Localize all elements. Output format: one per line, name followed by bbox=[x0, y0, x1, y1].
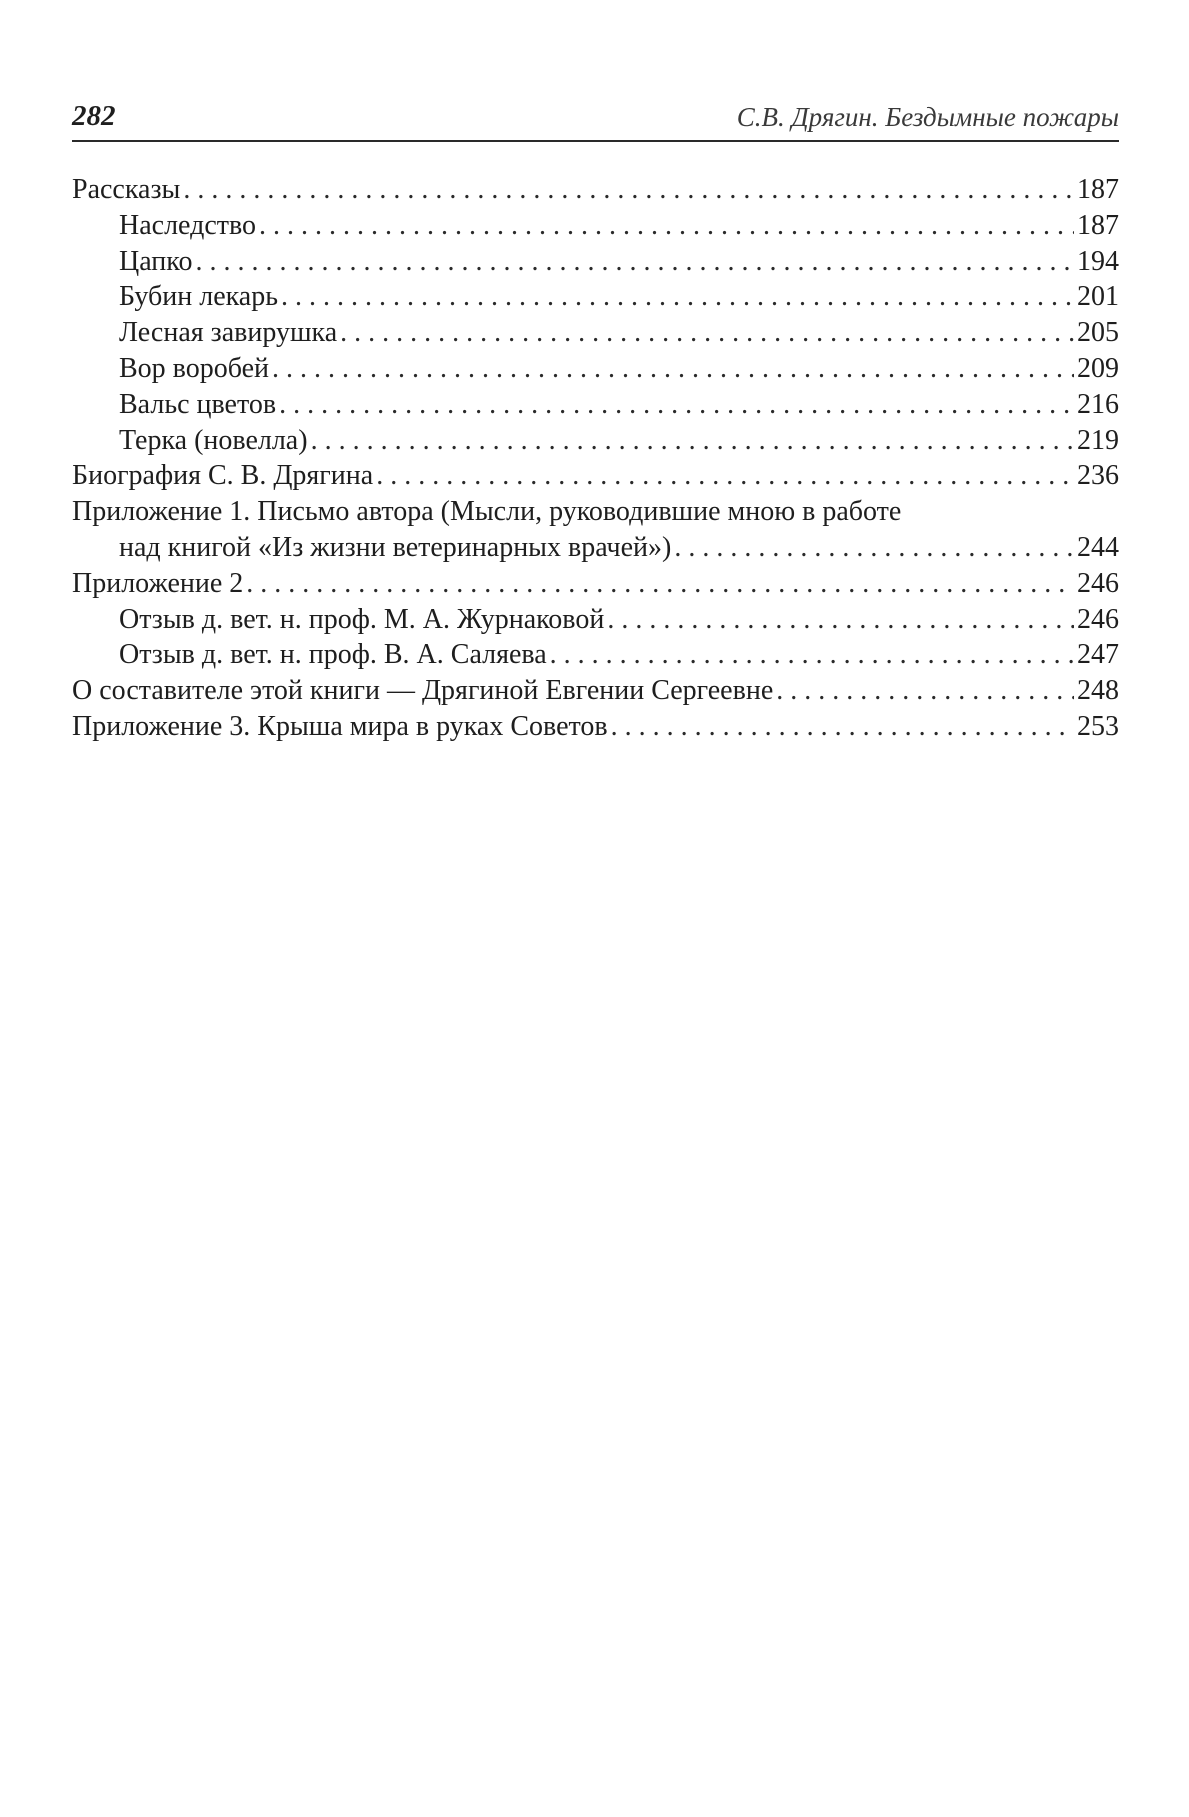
toc-entry-page: 201 bbox=[1077, 281, 1119, 313]
toc-entry-page: 246 bbox=[1077, 603, 1119, 635]
toc-entry-title: Лесная завирушка bbox=[119, 317, 338, 349]
toc-entry-title: Приложение 1. Письмо автора (Мысли, руководившие мною в работе bbox=[72, 496, 902, 528]
dot-leader bbox=[340, 315, 1074, 351]
toc-entry-vals-tsvetov bbox=[72, 387, 1119, 423]
dot-leader bbox=[550, 637, 1074, 673]
toc-entry-tsapko bbox=[72, 244, 1119, 280]
toc-entry-title: О составителе этой книги — Дрягиной Евгении Сергеевне bbox=[72, 675, 774, 707]
toc-entry-page: 194 bbox=[1077, 245, 1119, 277]
toc-entry-title-continued: над книгой «Из жизни ветеринарных врачей») bbox=[119, 531, 672, 563]
toc-entry-title: Приложение 3. Крыша мира в руках Советов bbox=[72, 710, 608, 742]
dot-leader bbox=[279, 387, 1074, 423]
running-title: С.В. Дрягин. Бездымные пожары bbox=[736, 102, 1119, 132]
dot-leader bbox=[611, 709, 1074, 745]
dot-leader bbox=[281, 279, 1074, 315]
dot-leader bbox=[674, 530, 1074, 566]
toc-entry-appendix-1-line-1 bbox=[72, 494, 1119, 530]
toc-entry-about-compiler bbox=[72, 673, 1119, 709]
toc-entry-page: 209 bbox=[1077, 352, 1119, 384]
toc-entry-vor-vorobey bbox=[72, 351, 1119, 387]
toc-entry-page: 246 bbox=[1077, 567, 1119, 599]
toc-entry-title: Приложение 2 bbox=[72, 567, 244, 599]
toc-entry-stories bbox=[72, 172, 1119, 208]
toc-entry-bubin-lekar bbox=[72, 279, 1119, 315]
table-of-contents bbox=[72, 172, 1119, 745]
toc-entry-page: 253 bbox=[1077, 710, 1119, 742]
running-header bbox=[72, 96, 1119, 142]
dot-leader bbox=[376, 458, 1074, 494]
toc-entry-appendix-2 bbox=[72, 566, 1119, 602]
toc-entry-page: 205 bbox=[1077, 317, 1119, 349]
dot-leader bbox=[246, 566, 1074, 602]
dot-leader bbox=[183, 172, 1074, 208]
book-page bbox=[72, 0, 1119, 1817]
toc-entry-title: Рассказы bbox=[72, 174, 181, 205]
toc-entry-review-zhurnakova bbox=[72, 602, 1119, 638]
toc-entry-lesnaya-zavirushka bbox=[72, 315, 1119, 351]
page-number: 282 bbox=[72, 100, 116, 132]
dot-leader bbox=[195, 244, 1074, 280]
toc-entry-review-salyaev bbox=[72, 637, 1119, 673]
toc-entry-page: 187 bbox=[1077, 209, 1119, 241]
toc-entry-title: Наследство bbox=[119, 209, 257, 241]
dot-leader bbox=[272, 351, 1074, 387]
toc-entry-biography bbox=[72, 458, 1119, 494]
toc-entry-title: Вор воробей bbox=[119, 352, 269, 384]
toc-entry-page: 216 bbox=[1077, 388, 1119, 420]
dot-leader bbox=[311, 423, 1074, 459]
toc-entry-page: 187 bbox=[1077, 174, 1119, 205]
toc-entry-nasledstvo bbox=[72, 208, 1119, 244]
dot-leader bbox=[259, 208, 1074, 244]
dot-leader bbox=[607, 602, 1074, 638]
toc-entry-title: Бубин лекарь bbox=[119, 281, 279, 313]
dot-leader bbox=[776, 673, 1074, 709]
toc-entry-page: 219 bbox=[1077, 424, 1119, 456]
toc-entry-title: Биография С. В. Дрягина bbox=[72, 460, 374, 492]
toc-entry-title: Отзыв д. вет. н. проф. М. А. Журнаковой bbox=[119, 603, 605, 635]
toc-entry-title: Цапко bbox=[119, 245, 193, 277]
toc-entry-title: Вальс цветов bbox=[119, 388, 277, 420]
toc-entry-terka bbox=[72, 423, 1119, 459]
toc-entry-page: 244 bbox=[1077, 531, 1119, 563]
toc-entry-appendix-3 bbox=[72, 709, 1119, 745]
toc-entry-page: 236 bbox=[1077, 460, 1119, 492]
toc-entry-page: 248 bbox=[1077, 675, 1119, 707]
toc-entry-page: 247 bbox=[1077, 639, 1119, 671]
toc-entry-title: Отзыв д. вет. н. проф. В. А. Саляева bbox=[119, 639, 547, 671]
toc-entry-appendix-1-line-2 bbox=[72, 530, 1119, 566]
toc-entry-title: Терка (новелла) bbox=[119, 424, 308, 456]
